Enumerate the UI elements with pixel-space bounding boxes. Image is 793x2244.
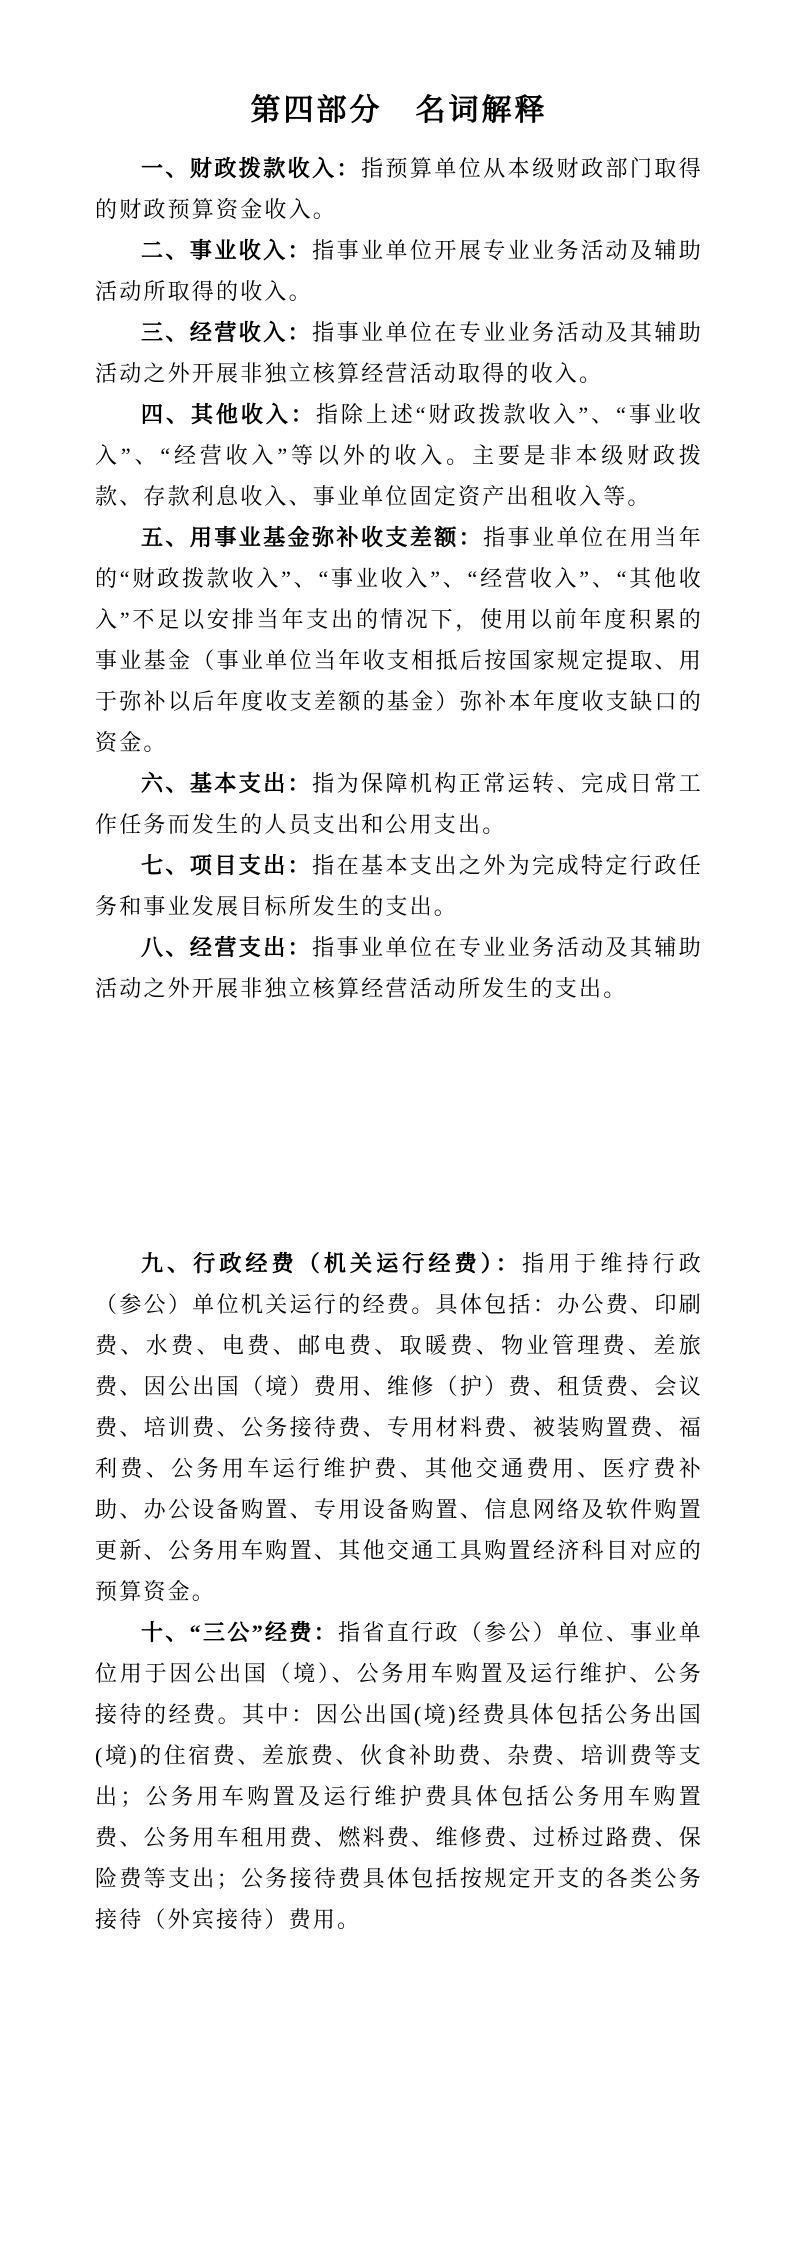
glossary-item-9	[95, 1243, 703, 1612]
term-definition: 指预算单位从本级财政部门取得的财政预算资金收入。	[95, 156, 703, 222]
page-break-whitespace	[95, 1009, 703, 1223]
term-label: 八、经营支出：	[141, 935, 313, 960]
glossary-section-page2	[95, 1243, 703, 1940]
term-label: 九、行政经费（机关运行经费）：	[141, 1251, 522, 1276]
glossary-item-10	[95, 1612, 703, 1940]
term-label: 五、用事业基金弥补收支差额：	[141, 525, 484, 550]
glossary-item-3	[95, 312, 703, 394]
glossary-item-2	[95, 230, 703, 312]
glossary-item-8	[95, 927, 703, 1009]
term-definition: 指为保障机构正常运转、完成日常工作任务而发生的人员支出和公用支出。	[95, 771, 704, 837]
glossary-item-1	[95, 148, 703, 230]
term-definition: 指事业单位在专业业务活动及其辅助活动之外开展非独立核算经营活动所发生的支出。	[95, 935, 704, 1001]
term-label: 三、经营收入：	[141, 320, 313, 345]
term-label: 十、“三公”经费：	[141, 1620, 339, 1645]
term-label: 一、财政拨款收入：	[141, 156, 361, 181]
term-definition: 指事业单位在专业业务活动及其辅助活动之外开展非独立核算经营活动取得的收入。	[95, 320, 704, 386]
term-label: 二、事业收入：	[141, 238, 313, 263]
glossary-item-6	[95, 763, 703, 845]
term-definition: 指除上述“财政拨款收入”、“事业收入”、“经营收入”等以外的收入。主要是非本级财政拨款、存款利息收入、事业单位固定资产出租收入等。	[95, 402, 703, 509]
glossary-item-5	[95, 517, 703, 763]
glossary-item-4	[95, 394, 703, 517]
term-definition: 指用于维持行政（参公）单位机关运行的经费。具体包括：办公费、印刷费、水费、电费、邮电费、取暖费、物业管理费、差旅费、因公出国（境）费用、维修（护）费、租赁费、会议费、培训费、公务接待费、专用材料费、被装购置费、福利费、公务用车运行维护费、其他交通费用、医疗费补助、办公设备购置、专用设备购置、信息网络及软件购置更新、公务用车购置、其他交通工具购置经济科目对应的预算资金。	[95, 1251, 703, 1604]
glossary-section-page1	[95, 148, 703, 1009]
term-label: 四、其他收入：	[141, 402, 316, 427]
term-label: 七、项目支出：	[141, 853, 313, 878]
term-label: 六、基本支出：	[141, 771, 313, 796]
term-definition: 指事业单位开展专业业务活动及辅助活动所取得的收入。	[95, 238, 704, 304]
term-definition: 指省直行政（参公）单位、事业单位用于因公出国（境）、公务用车购置及运行维护、公务接待的经费。其中：因公出国(境)经费具体包括公务出国(境)的住宿费、差旅费、伙食补助费、杂费、培训费等支出；公务用车购置及运行维护费具体包括公务用车购置费、公务用车租用费、燃料费、维修费、过桥过路费、保险费等支出；公务接待费具体包括按规定开支的各类公务接待（外宾接待）费用。	[95, 1620, 703, 1932]
page-title: 第四部分 名词解释	[250, 94, 548, 127]
glossary-item-7	[95, 845, 703, 927]
term-definition: 指在基本支出之外为完成特定行政任务和事业发展目标所发生的支出。	[95, 853, 704, 919]
term-definition: 指事业单位在用当年的“财政拨款收入”、“事业收入”、“经营收入”、“其他收入”不足以安排当年支出的情况下，使用以前年度积累的事业基金（事业单位当年收支相抵后按国家规定提取、用于弥补以后年度收支差额的基金）弥补本年度收支缺口的资金。	[95, 525, 703, 755]
